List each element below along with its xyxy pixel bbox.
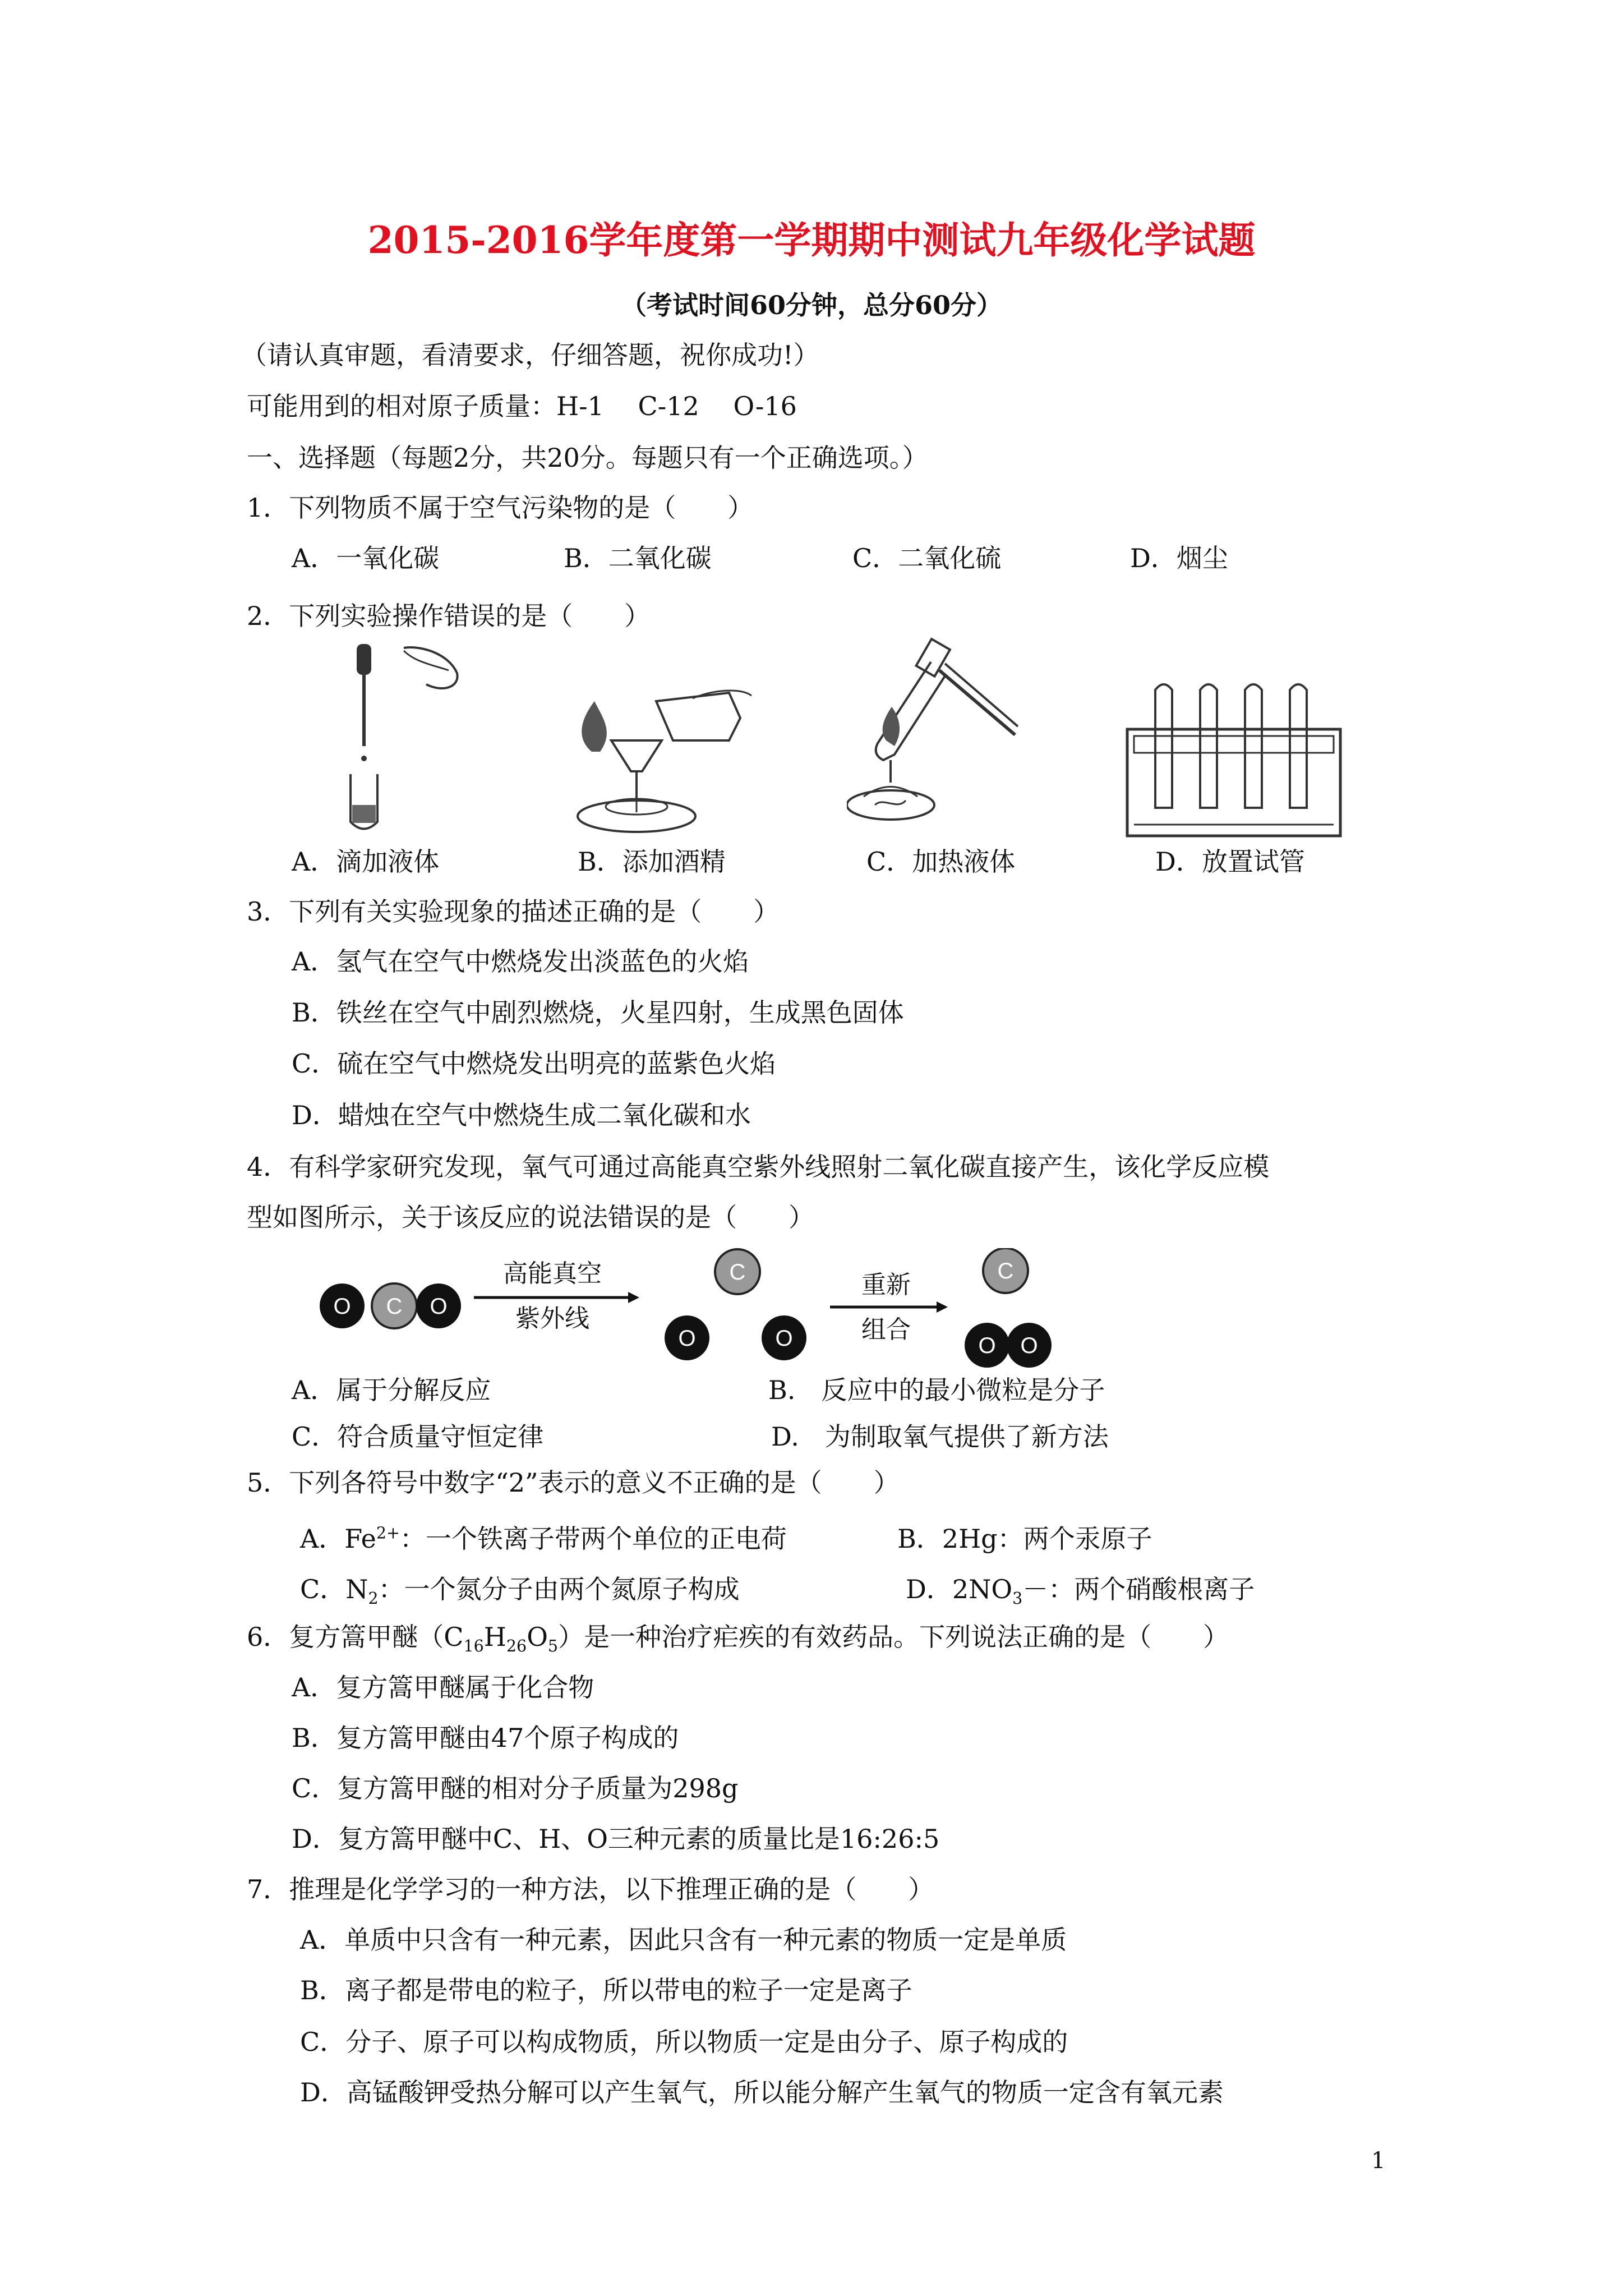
atom-c-label: C (997, 1259, 1014, 1283)
q7-option-b: B．离子都是带电的粒子，所以带电的粒子一定是离子 (300, 1975, 912, 2005)
arrow2-label-top: 重新 (861, 1271, 911, 1299)
q2-option-b: B．添加酒精 (578, 846, 726, 877)
q3-option-b: B．铁丝在空气中剧烈燃烧，火星四射，生成黑色固体 (292, 997, 904, 1028)
atom-o-label: O (430, 1294, 448, 1319)
q2-option-a: A．滴加液体 (292, 846, 440, 877)
q6-option-a: A．复方篙甲醚属于化合物 (292, 1672, 594, 1703)
atom-o-label: O (1020, 1333, 1038, 1358)
q1-option-b: B．二氧化碳 (564, 543, 712, 573)
section-heading: 一、选择题（每题2分，共20分。每题只有一个正确选项。） (247, 443, 928, 473)
atom-o-label: O (978, 1333, 996, 1358)
q7-option-c: C．分子、原子可以构成物质，所以物质一定是由分子、原子构成的 (300, 2027, 1068, 2057)
atom-o-label: O (775, 1326, 793, 1351)
q4-stem-line2: 型如图所示，关于该反应的说法错误的是（ ） (247, 1202, 814, 1232)
page-number: 1 (1371, 2148, 1386, 2174)
q4-option-d: D. 为制取氧气提供了新方法 (771, 1421, 1109, 1452)
q1-stem: 1．下列物质不属于空气污染物的是（ ） (247, 493, 754, 523)
q6-stem: 6．复方篙甲醚$(C_{16}H_{26}O_5)$是一种治疗疟疾的有效药品。下列说法正确的是（ ） (247, 1622, 1229, 1656)
atom-o-label: O (333, 1294, 351, 1319)
q3-option-d: D．蜡烛在空气中燃烧生成二氧化碳和水 (292, 1100, 751, 1130)
co2-molecule (320, 1283, 461, 1328)
atomic-masses: 可能用到的相对原子质量：H-1 C-12 O-16 (247, 391, 797, 421)
q5-stem: 5．下列各符号中数字“2”表示的意义不正确的是（ ） (247, 1467, 900, 1498)
q1-option-c: C．二氧化硫 (852, 543, 1002, 573)
q4-option-b: B. 反应中的最小微粒是分子 (768, 1375, 1105, 1405)
q7-option-d: D．高锰酸钾受热分解可以产生氧气，所以能分解产生氧气的物质一定含有氧元素 (300, 2077, 1224, 2108)
arrow2-label-bottom: 组合 (861, 1316, 911, 1343)
q4-option-a: A．属于分解反应 (292, 1375, 491, 1405)
q5-option-a: A．$Fe^{2+}$：一个铁离子带两个单位的正电荷 (300, 1524, 787, 1554)
q2-option-c: C．加热液体 (866, 846, 1016, 877)
q7-stem: 7．推理是化学学习的一种方法，以下推理正确的是（ ） (247, 1874, 934, 1904)
q2-stem: 2．下列实验操作错误的是（ ） (247, 601, 651, 631)
q1-option-d: D．烟尘 (1130, 543, 1228, 573)
atom-o-label: O (678, 1326, 696, 1351)
q5-option-b: B．2Hg：两个汞原子 (897, 1524, 1152, 1554)
q2-figure-heating-liquid (847, 637, 1026, 833)
exam-subtitle: （考试时间60分钟，总分60分） (620, 290, 1003, 320)
q5-option-d: D．$2NO_3-$：两个硝酸根离子 (906, 1574, 1255, 1608)
arrow1-label-top: 高能真空 (503, 1260, 602, 1287)
q1-option-a: A．一氧化碳 (292, 543, 440, 573)
q2-figure-placing-test-tubes (1122, 673, 1346, 841)
q2-option-d: D．放置试管 (1155, 846, 1305, 877)
atom-c-label: C (729, 1260, 746, 1285)
q7-option-a: A．单质中只含有一种元素，因此只含有一种元素的物质一定是单质 (300, 1925, 1067, 1955)
atom-c-label: C (386, 1294, 403, 1319)
q6-option-c: C．复方篙甲醚的相对分子质量为298g (292, 1773, 739, 1803)
arrow1-label-bottom: 紫外线 (515, 1305, 589, 1332)
q4-stem-line1: 4．有科学家研究发现，氧气可通过高能真空紫外线照射二氧化碳直接产生，该化学反应模 (247, 1152, 1270, 1182)
q6-option-b: B．复方篙甲醚由47个原子构成的 (292, 1723, 679, 1753)
q4-reaction-diagram (314, 1248, 1071, 1377)
q3-option-a: A．氢气在空气中燃烧发出淡蓝色的火焰 (292, 946, 749, 977)
q2-figure-adding-alcohol (561, 679, 757, 836)
q6-option-d: D．复方篙甲醚中C、H、O三种元素的质量比是16:26:5 (292, 1824, 940, 1854)
q5-option-c: C．$N_2$：一个氮分子由两个氮原子构成 (300, 1574, 740, 1608)
exam-title: 2015-2016学年度第一学期期中测试九年级化学试题 (367, 218, 1256, 262)
exam-note: （请认真审题，看清要求，仔细答题，祝你成功!） (241, 340, 819, 370)
q3-stem: 3．下列有关实验现象的描述正确的是（ ） (247, 896, 780, 927)
q2-figure-dropping-liquid (336, 639, 465, 833)
q4-option-c: C．符合质量守恒定律 (292, 1421, 544, 1452)
q3-option-c: C．硫在空气中燃烧发出明亮的蓝紫色火焰 (292, 1048, 776, 1079)
